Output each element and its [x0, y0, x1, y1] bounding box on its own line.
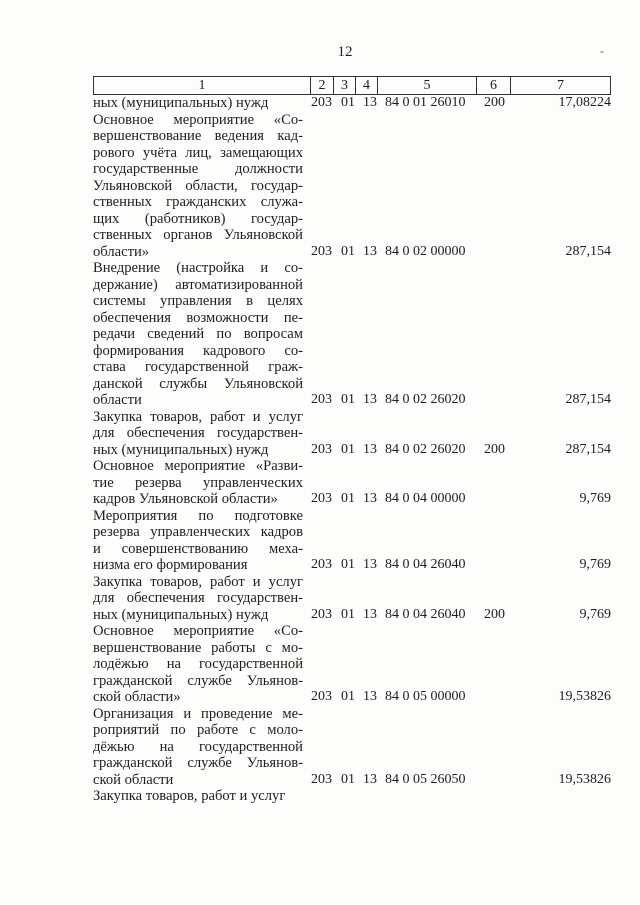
description-line: Закупка товаров, работ и услуг — [93, 408, 303, 425]
expense-type-code: 200 — [484, 95, 505, 110]
subsection-code: 13 — [363, 689, 377, 704]
row-description — [93, 458, 303, 508]
description-line: государственные должности — [93, 161, 303, 177]
amount-value: 19,53826 — [558, 771, 611, 787]
section-code: 01 — [341, 392, 355, 407]
description-line: для обеспечения государствен- — [93, 425, 303, 441]
page-number: 12 — [337, 44, 353, 60]
header-col-4: 4 — [356, 77, 378, 94]
amount-value: 9,769 — [579, 606, 611, 622]
row-description — [93, 260, 303, 409]
row-description — [93, 788, 303, 805]
header-col-5: 5 — [378, 77, 477, 94]
amount-value: 287,154 — [565, 392, 611, 407]
amount-value: 287,154 — [565, 243, 611, 259]
description-line: ской области — [93, 771, 174, 788]
amount-value: 17,08224 — [558, 95, 611, 110]
ministry-code: 203 — [311, 771, 332, 787]
row-codes — [311, 772, 611, 789]
header-col-7: 7 — [511, 77, 611, 94]
ministry-code: 203 — [311, 392, 332, 407]
description-line: Закупка товаров, работ и услуг — [93, 573, 303, 590]
table-header — [93, 76, 611, 95]
section-code: 01 — [341, 441, 355, 457]
row-description — [93, 112, 303, 261]
table-row — [93, 409, 613, 459]
amount-value: 9,769 — [579, 491, 611, 506]
section-code: 01 — [341, 557, 355, 572]
description-line: области — [93, 392, 142, 408]
target-article-code: 84 0 01 26010 — [385, 95, 466, 110]
header-col-3: 3 — [334, 77, 356, 94]
target-article-code: 84 0 02 26020 — [385, 392, 466, 407]
section-code: 01 — [341, 771, 355, 787]
row-description — [93, 706, 303, 789]
target-article-code: 84 0 02 26020 — [385, 441, 466, 457]
amount-value: 287,154 — [565, 441, 611, 457]
table-row — [93, 112, 613, 261]
section-code: 01 — [341, 491, 355, 506]
target-article-code: 84 0 05 26050 — [385, 771, 466, 787]
description-line: Ульяновской области, государ- — [93, 177, 303, 194]
description-line: ных (муниципальных) нужд — [93, 95, 269, 111]
subsection-code: 13 — [363, 557, 377, 572]
description-line: става государственной граж- — [93, 359, 303, 375]
section-code: 01 — [341, 95, 355, 110]
header-col-1: 1 — [94, 77, 311, 94]
ministry-code: 203 — [311, 606, 332, 622]
description-line: держание) автоматизированной — [93, 276, 303, 293]
table-row — [93, 260, 613, 409]
subsection-code: 13 — [363, 491, 377, 506]
section-code: 01 — [341, 243, 355, 259]
row-codes — [311, 392, 611, 409]
subsection-code: 13 — [363, 606, 377, 622]
row-codes — [311, 788, 611, 805]
description-line: рового учёта лиц, замещающих — [93, 144, 303, 161]
row-description — [93, 409, 303, 459]
description-line: щих (работников) государ- — [93, 210, 303, 227]
ministry-code: 203 — [311, 491, 332, 506]
subsection-code: 13 — [363, 771, 377, 787]
row-description — [93, 623, 303, 706]
description-line: кадров Ульяновской области» — [93, 491, 278, 507]
description-line: ской области» — [93, 689, 181, 705]
description-line: тие резерва управленческих — [93, 474, 303, 491]
subsection-code: 13 — [363, 95, 377, 110]
description-line: обеспечения возможности пе- — [93, 309, 303, 326]
header-col-2: 2 — [311, 77, 334, 94]
expense-type-code: 200 — [484, 606, 505, 622]
description-line: системы управления в целях — [93, 293, 303, 309]
description-line: ственных гражданских служа- — [93, 194, 303, 210]
amount-value: 19,53826 — [558, 689, 611, 704]
description-line: Закупка товаров, работ и услуг — [93, 788, 286, 804]
row-codes — [311, 557, 611, 574]
expense-type-code: 200 — [484, 441, 505, 457]
description-line: лодёжью на государственной — [93, 656, 303, 672]
header-col-6: 6 — [477, 77, 511, 94]
ministry-code: 203 — [311, 243, 332, 259]
description-line: ных (муниципальных) нужд — [93, 441, 269, 458]
subsection-code: 13 — [363, 243, 377, 259]
row-codes — [311, 491, 611, 508]
description-line: для обеспечения государствен- — [93, 590, 303, 606]
table-row — [93, 623, 613, 706]
ministry-code: 203 — [311, 95, 332, 110]
description-line: ных (муниципальных) нужд — [93, 606, 269, 623]
table-body — [93, 95, 613, 805]
table-row — [93, 458, 613, 508]
target-article-code: 84 0 02 00000 — [385, 243, 466, 259]
corner-mark: - — [600, 44, 604, 58]
description-line: низма его формирования — [93, 557, 248, 573]
description-line: Организация и проведение ме- — [93, 705, 303, 722]
row-codes — [311, 689, 611, 706]
description-line: вершенствование ведения кад- — [93, 128, 303, 144]
description-line: и совершенствованию меха- — [93, 540, 303, 557]
description-line: гражданской службе Ульянов- — [93, 755, 303, 771]
table-row — [93, 95, 613, 112]
description-line: Основное мероприятие «Со- — [93, 623, 303, 639]
row-codes — [311, 95, 611, 112]
description-line: Основное мероприятие «Разви- — [93, 458, 303, 474]
target-article-code: 84 0 04 26040 — [385, 557, 466, 572]
section-code: 01 — [341, 689, 355, 704]
description-line: Внедрение (настройка и со- — [93, 260, 303, 276]
table-row — [93, 508, 613, 574]
row-description — [93, 95, 303, 112]
table-row — [93, 574, 613, 624]
table-row — [93, 706, 613, 789]
row-codes — [311, 244, 611, 261]
section-code: 01 — [341, 606, 355, 622]
description-line: Мероприятия по подготовке — [93, 507, 303, 524]
row-description — [93, 508, 303, 574]
target-article-code: 84 0 04 26040 — [385, 606, 466, 622]
description-line: гражданской службе Ульянов- — [93, 672, 303, 689]
table-row — [93, 788, 613, 805]
description-line: ственных органов Ульяновской — [93, 227, 303, 243]
description-line: данской службы Ульяновской — [93, 375, 303, 392]
row-codes — [311, 607, 611, 624]
description-line: Основное мероприятие «Со- — [93, 111, 303, 128]
target-article-code: 84 0 05 00000 — [385, 689, 466, 704]
description-line: формирования кадрового со- — [93, 342, 303, 359]
description-line: роприятий по работе с моло- — [93, 722, 303, 738]
ministry-code: 203 — [311, 689, 332, 704]
target-article-code: 84 0 04 00000 — [385, 491, 466, 506]
row-codes — [311, 442, 611, 459]
amount-value: 9,769 — [579, 557, 611, 572]
description-line: редачи сведений по вопросам — [93, 326, 303, 342]
description-line: резерва управленческих кадров — [93, 524, 303, 540]
row-description — [93, 574, 303, 624]
subsection-code: 13 — [363, 441, 377, 457]
description-line: дёжью на государственной — [93, 738, 303, 755]
ministry-code: 203 — [311, 557, 332, 572]
description-line: области» — [93, 243, 150, 260]
description-line: вершенствование работы с мо- — [93, 639, 303, 656]
subsection-code: 13 — [363, 392, 377, 407]
ministry-code: 203 — [311, 441, 332, 457]
